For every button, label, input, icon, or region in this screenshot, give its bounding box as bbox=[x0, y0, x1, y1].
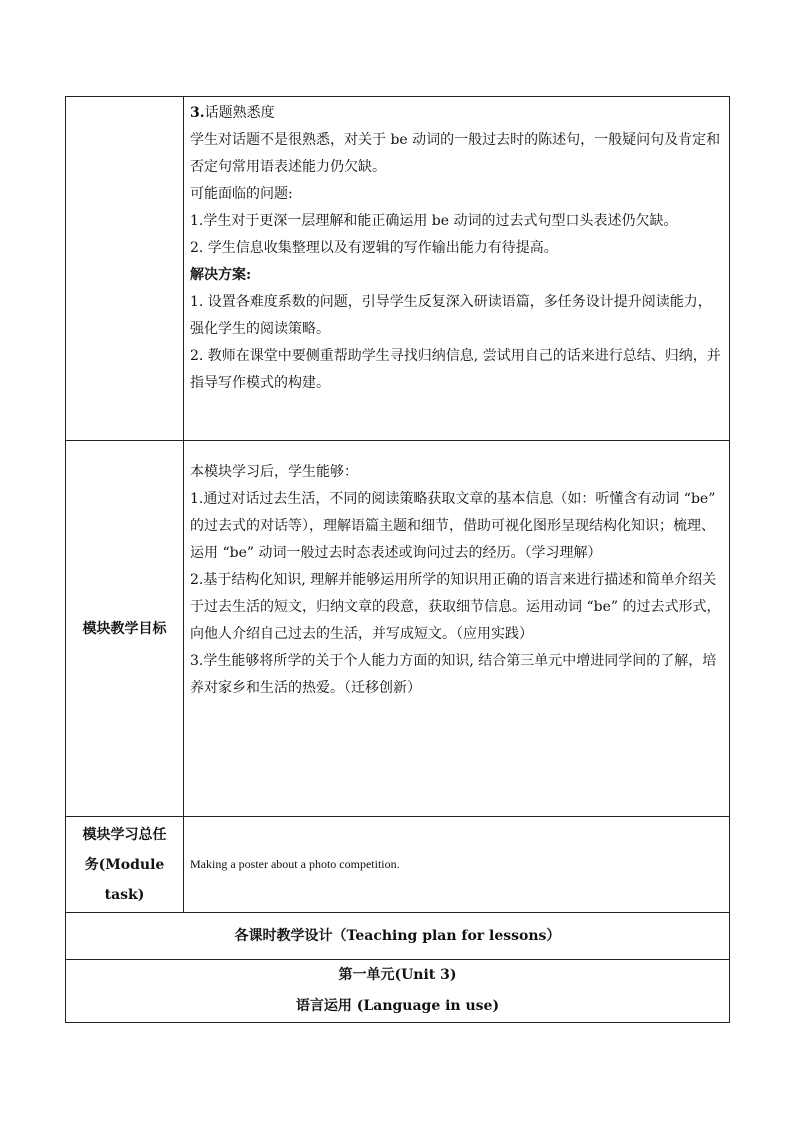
lessons-header: 各课时教学设计（Teaching plan for lessons） bbox=[66, 913, 730, 960]
topic-familiarity-heading: 3.话题熟悉度 bbox=[190, 105, 275, 121]
solution-item-2: 2. 教师在课堂中要侧重帮助学生寻找归纳信息, 尝试用自己的话来进行总结、归纳，并指导写作模式的构建。 bbox=[190, 348, 721, 391]
problem-item-1: 1.学生对于更深一层理解和能正确运用 be 动词的过去式句型口头表述仍欠缺。 bbox=[190, 213, 678, 229]
unit-title: 第一单元(Unit 3) bbox=[338, 967, 457, 983]
solution-item-1: 1. 设置各难度系数的问题，引导学生反复深入研读语篇，多任务设计提升阅读能力，强化学生的阅读策略。 bbox=[190, 294, 712, 337]
objectives-label: 模块教学目标 bbox=[66, 441, 184, 817]
objectives-intro: 本模块学习后，学生能够： bbox=[190, 464, 358, 480]
objectives-row bbox=[66, 441, 730, 817]
challenges-label-cell bbox=[66, 97, 184, 441]
objective-item-3: 3.学生能够将所学的关于个人能力方面的知识, 结合第三单元中增进同学间的了解，培养对家乡和生活的热爱。（迁移创新） bbox=[190, 653, 717, 696]
topic-familiarity-paragraph: 学生对话题不是很熟悉，对关于 be 动词的一般过去时的陈述句，一般疑问句及肯定和否定句常用语表述能力仍欠缺。 bbox=[190, 132, 721, 175]
lesson-plan-table bbox=[65, 96, 730, 1023]
lessons-header-row bbox=[66, 913, 730, 960]
module-task-text: Making a poster about a photo competition. bbox=[184, 817, 730, 913]
problem-item-2: 2. 学生信息收集整理以及有逻辑的写作输出能力有待提高。 bbox=[190, 240, 558, 256]
objective-item-1: 1.通过对话过去生活，不同的阅读策略获取文章的基本信息（如：听懂含有动词 “be” 的过去式的对话等），理解语篇主题和细节，借助可视化图形呈现结构化知识；梳理、运用 “be” 动词一般过去时态表述或询问过去的经历。（学习理解） bbox=[190, 491, 716, 561]
solutions-title: 解决方案: bbox=[190, 267, 252, 283]
unit-row bbox=[66, 960, 730, 1023]
challenges-row bbox=[66, 97, 730, 441]
problems-title: 可能面临的问题: bbox=[190, 186, 293, 202]
objective-item-2: 2.基于结构化知识, 理解并能够运用所学的知识用正确的语言来进行描述和简单介绍关于过去生活的短文，归纳文章的段意，获取细节信息。运用动词 “be” 的过去式形式，向他人介绍自己过去的生活，并写成短文。（应用实践） bbox=[190, 572, 721, 642]
objectives-cell bbox=[184, 441, 730, 817]
module-task-row bbox=[66, 817, 730, 913]
challenges-cell bbox=[184, 97, 730, 441]
unit-subtitle: 语言运用 (Language in use) bbox=[295, 998, 500, 1014]
unit-header bbox=[66, 960, 730, 1023]
module-task-label: 模块学习总任 务(Module task) bbox=[66, 817, 184, 913]
